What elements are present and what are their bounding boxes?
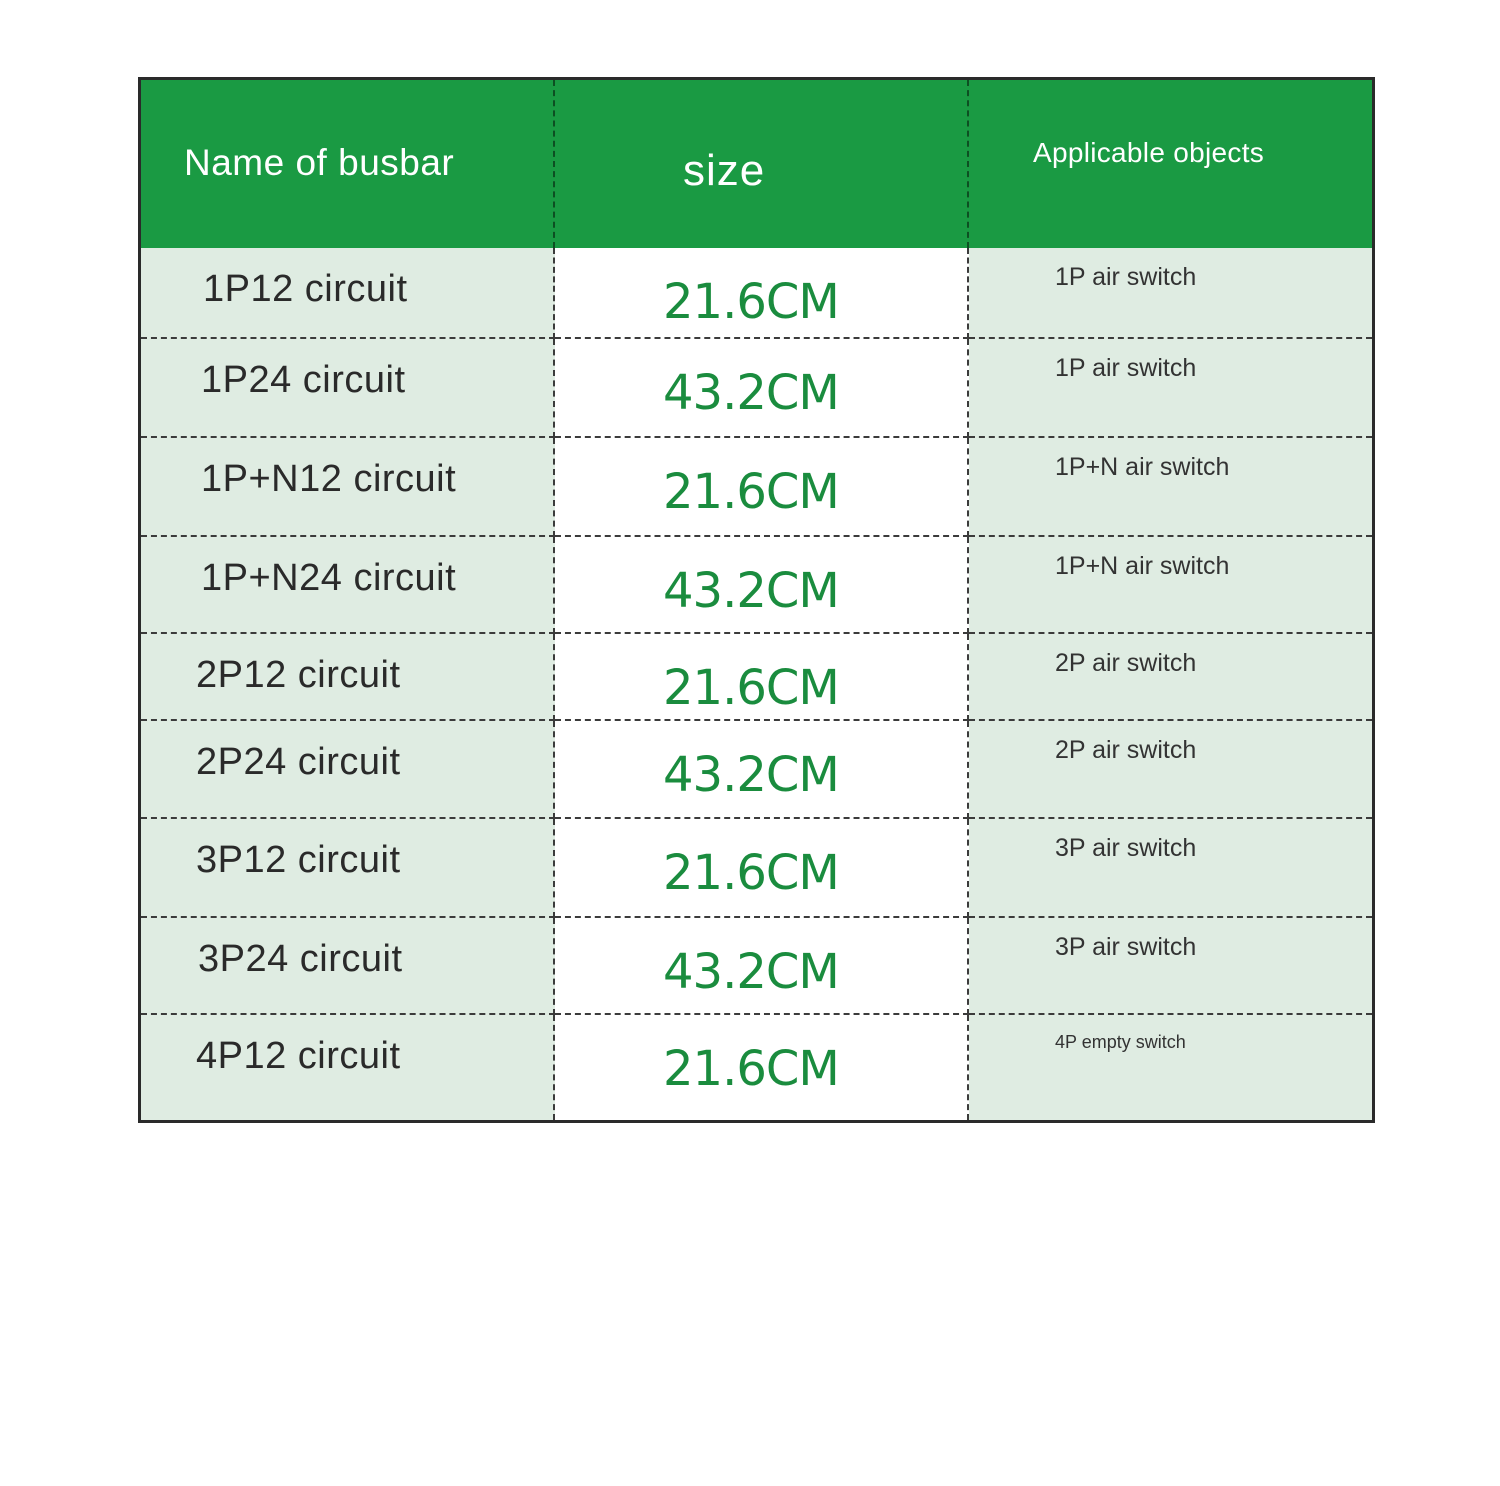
busbar-name: 1P+N12 circuit <box>201 458 457 500</box>
busbar-size: 43.2CM <box>663 365 839 421</box>
busbar-size: 43.2CM <box>663 944 839 1000</box>
applicable-object: 2P air switch <box>1055 649 1197 677</box>
busbar-spec-table <box>138 77 1375 1123</box>
applicable-object: 1P+N air switch <box>1055 552 1230 580</box>
busbar-name: 3P24 circuit <box>198 938 403 980</box>
busbar-size: 43.2CM <box>663 563 839 619</box>
row-8-size-cell <box>555 918 969 1015</box>
row-5-size-cell <box>555 634 969 721</box>
row-3-size-cell <box>555 438 969 537</box>
busbar-size: 21.6CM <box>663 274 839 330</box>
header-applicable-label: Applicable objects <box>1033 137 1265 168</box>
busbar-size: 43.2CM <box>663 747 839 803</box>
busbar-size: 21.6CM <box>663 1041 839 1097</box>
row-8-applicable-cell <box>969 918 1372 1015</box>
header-applicable-cell <box>969 80 1372 248</box>
row-5-applicable-cell <box>969 634 1372 721</box>
busbar-name: 1P+N24 circuit <box>201 557 457 599</box>
row-1-applicable-cell <box>969 248 1372 339</box>
row-3-applicable-cell <box>969 438 1372 537</box>
row-2-name-cell <box>141 339 555 438</box>
busbar-size: 21.6CM <box>663 464 839 520</box>
busbar-name: 4P12 circuit <box>196 1035 401 1077</box>
applicable-object: 1P air switch <box>1055 354 1197 382</box>
row-4-size-cell <box>555 537 969 634</box>
applicable-object: 4P empty switch <box>1055 1032 1186 1052</box>
row-1-size-cell <box>555 248 969 339</box>
applicable-object: 3P air switch <box>1055 834 1197 862</box>
busbar-name: 1P12 circuit <box>203 268 408 310</box>
row-7-applicable-cell <box>969 819 1372 918</box>
header-size-cell <box>555 80 969 248</box>
row-2-size-cell <box>555 339 969 438</box>
busbar-name: 2P24 circuit <box>196 741 401 783</box>
row-6-size-cell <box>555 721 969 819</box>
row-5-name-cell <box>141 634 555 721</box>
row-4-applicable-cell <box>969 537 1372 634</box>
row-9-size-cell <box>555 1015 969 1120</box>
row-9-name-cell <box>141 1015 555 1120</box>
row-2-applicable-cell <box>969 339 1372 438</box>
row-7-size-cell <box>555 819 969 918</box>
applicable-object: 1P+N air switch <box>1055 453 1230 481</box>
busbar-name: 1P24 circuit <box>201 359 406 401</box>
applicable-object: 2P air switch <box>1055 736 1197 764</box>
header-size-label: size <box>683 146 766 195</box>
applicable-object: 1P air switch <box>1055 263 1197 291</box>
applicable-object: 3P air switch <box>1055 933 1197 961</box>
row-4-name-cell <box>141 537 555 634</box>
busbar-name: 2P12 circuit <box>196 654 401 696</box>
busbar-size: 21.6CM <box>663 660 839 716</box>
busbar-name: 3P12 circuit <box>196 839 401 881</box>
row-1-name-cell <box>141 248 555 339</box>
row-6-applicable-cell <box>969 721 1372 819</box>
header-name-label: Name of busbar <box>184 142 455 183</box>
row-7-name-cell <box>141 819 555 918</box>
row-6-name-cell <box>141 721 555 819</box>
busbar-size: 21.6CM <box>663 845 839 901</box>
row-9-applicable-cell <box>969 1015 1372 1120</box>
row-8-name-cell <box>141 918 555 1015</box>
header-name-cell <box>141 80 555 248</box>
row-3-name-cell <box>141 438 555 537</box>
